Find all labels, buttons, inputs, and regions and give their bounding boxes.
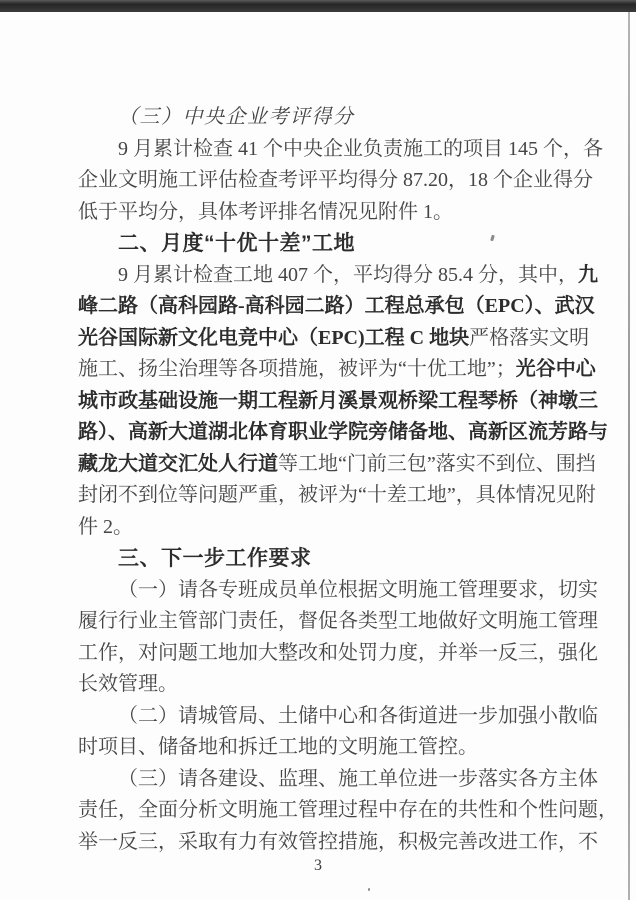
- text-segment: 企业文明施工评估检查考评平均得分 87.20，18 个企业得分: [78, 169, 593, 191]
- text-line: [78, 386, 598, 418]
- text-segment: 9 月累计检查 41 个中央企业负责施工的项目 145 个，各: [118, 137, 603, 160]
- text-segment: 件 2。: [78, 515, 133, 538]
- scan-right-edge-line: [628, 12, 630, 900]
- text-line: [78, 480, 596, 512]
- text-segment: （一）请各专班成员单位根据文明施工管理要求，切实: [118, 578, 598, 601]
- bold-text-segment: 城市政基础设施一期工程新月溪景观桥梁工程琴桥（神墩三: [78, 389, 598, 412]
- text-segment: 低于平均分，具体考评排名情况见附件 1。: [78, 200, 453, 223]
- text-line: [78, 165, 593, 197]
- text-segment: 封闭不到位等问题严重，被评为“十差工地”，具体情况见附: [78, 484, 596, 506]
- text-segment: （三）中央企业考评得分: [118, 106, 355, 128]
- bold-text-segment: 藏龙大道交汇处人行道: [78, 452, 278, 475]
- section-heading-line: [78, 228, 560, 260]
- text-segment: 时项目、储备地和拆迁工地的文明施工管控。: [78, 736, 478, 758]
- bold-text-segment: 路）、高新大道湖北体育职业学院旁储备地、高新区流芳路与: [78, 421, 608, 443]
- text-segment: （二）请城管局、土储中心和各街道进一步加强小散临: [118, 704, 598, 727]
- text-segment: 责任，全面分析文明施工管理过程中存在的共性和个性问题，: [78, 799, 618, 821]
- text-segment: （三）请各建设、监理、施工单位进一步落实各方主体: [118, 767, 598, 790]
- section-heading-line: [78, 543, 560, 575]
- text-line: [78, 669, 560, 701]
- bold-text-segment: 峰二路（高科园路-高科园二路）工程总承包（EPC）、武汉: [78, 295, 595, 317]
- text-line: [78, 512, 560, 544]
- text-line: [78, 638, 598, 670]
- section-heading-line: [78, 102, 560, 134]
- text-line: [78, 260, 598, 292]
- text-segment: 履行行业主管部门责任，督促各类型工地做好文明施工管理: [78, 610, 598, 632]
- text-line: [78, 449, 596, 481]
- text-segment: 施工、扬尘治理等各项措施，被评为“十优工地”；: [78, 358, 516, 380]
- text-segment: 严格落实文明: [469, 326, 590, 349]
- text-segment: 举一反三，采取有力有效管控措施，积极完善改进工作，不: [78, 830, 598, 853]
- text-line: [78, 575, 598, 607]
- text-line: [78, 606, 598, 638]
- page-number: 3: [314, 857, 322, 874]
- bold-text-segment: 二、月度“十优十差”工地: [118, 232, 355, 255]
- text-line: [78, 795, 618, 827]
- bold-text-segment: 光谷中心: [515, 358, 596, 380]
- text-line: [78, 764, 598, 796]
- document-body: [78, 102, 618, 858]
- bold-text-segment: 光谷国际新文化电竞中心（EPC)工程 C 地块: [78, 326, 470, 349]
- bold-text-segment: 三、下一步工作要求: [118, 547, 312, 570]
- text-segment: 长效管理。: [78, 673, 178, 695]
- text-line: [78, 732, 560, 764]
- text-line: [78, 417, 608, 449]
- text-segment: 工作，对问题工地加大整改和处罚力度，并举一反三，强化: [78, 641, 598, 664]
- text-line: [78, 323, 590, 355]
- text-line: [78, 354, 596, 386]
- text-segment: 等工地“门前三包”落实不到位、围挡: [278, 452, 596, 475]
- text-line: [78, 134, 603, 166]
- text-line: [78, 291, 595, 323]
- bold-text-segment: 九: [578, 263, 598, 286]
- text-line: [78, 701, 598, 733]
- text-segment: 9 月累计检查工地 407 个，平均得分 85.4 分，其中，: [118, 263, 578, 286]
- scan-speck: [368, 888, 370, 891]
- text-line: [78, 197, 560, 229]
- scan-top-bar: [0, 0, 636, 12]
- text-line: [78, 827, 598, 859]
